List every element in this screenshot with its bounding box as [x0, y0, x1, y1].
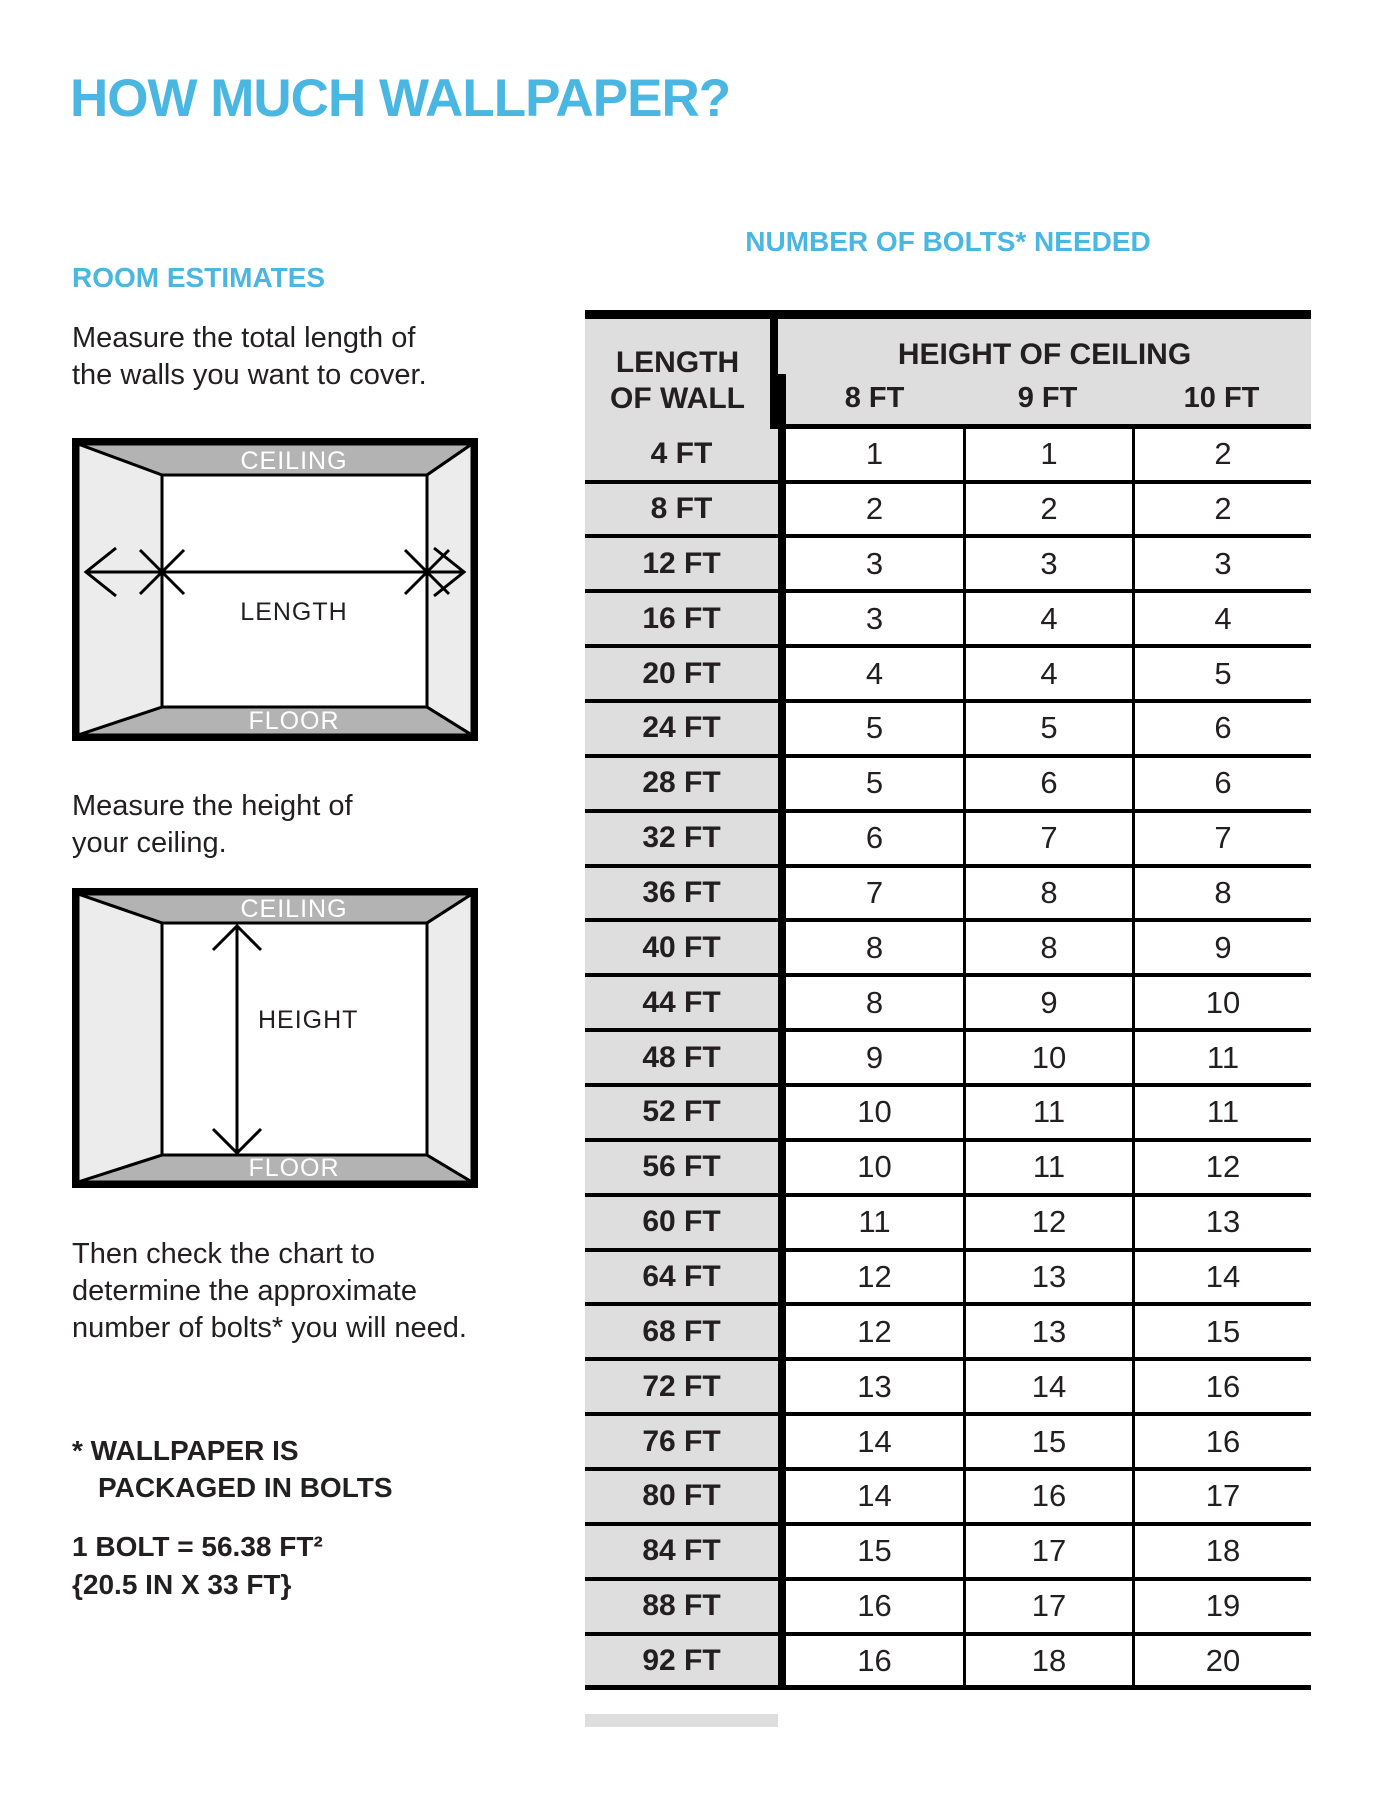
bolt-count-cell: 7: [1132, 813, 1311, 868]
ceiling-label: CEILING: [240, 447, 348, 475]
back-wall: [162, 923, 427, 1155]
wall-length-label: 8 FT: [585, 484, 778, 539]
wall-length-label: 52 FT: [585, 1087, 778, 1142]
height-of-ceiling-header: HEIGHT OF CEILING: [778, 319, 1311, 393]
col-header-10ft: 10 FT: [1132, 374, 1311, 429]
bolt-count-cell: 2: [963, 484, 1132, 539]
paragraph-line: Measure the height of: [72, 790, 353, 822]
bolt-count-cell: 4: [778, 648, 963, 703]
bolt-count-cell: 12: [963, 1197, 1132, 1252]
bolt-count-cell: 13: [778, 1361, 963, 1416]
bolt-count-cell: 11: [778, 1197, 963, 1252]
height-label: HEIGHT: [258, 1006, 359, 1034]
wall-length-label: 12 FT: [585, 538, 778, 593]
bolt-count-cell: 15: [1132, 1306, 1311, 1361]
bolt-count-cell: 11: [963, 1142, 1132, 1197]
room-estimates-heading: ROOM ESTIMATES: [72, 262, 326, 293]
header-line: LENGTH: [615, 346, 740, 379]
floor-label: FLOOR: [248, 1154, 340, 1182]
bolt-count-cell: 20: [1132, 1636, 1311, 1691]
floor-label: FLOOR: [248, 707, 340, 735]
wall-length-label: 24 FT: [585, 703, 778, 758]
ceiling-label: CEILING: [240, 895, 348, 923]
bolt-size-info: [72, 1528, 323, 1604]
table-tail-strip: [585, 1714, 778, 1727]
bolt-count-cell: 19: [1132, 1581, 1311, 1636]
bolt-count-cell: 17: [1132, 1471, 1311, 1526]
bolt-count-cell: 13: [963, 1252, 1132, 1307]
bolts-needed-heading: NUMBER OF BOLTS* NEEDED: [745, 226, 1151, 257]
bolt-count-cell: 6: [778, 813, 963, 868]
wall-length-label: 88 FT: [585, 1581, 778, 1636]
bolt-count-cell: 6: [1132, 758, 1311, 813]
bolt-count-cell: 13: [1132, 1197, 1311, 1252]
bolt-count-cell: 14: [1132, 1252, 1311, 1307]
bolt-count-cell: 11: [963, 1087, 1132, 1142]
bolt-count-cell: 12: [778, 1252, 963, 1307]
wall-length-label: 56 FT: [585, 1142, 778, 1197]
wall-length-label: 32 FT: [585, 813, 778, 868]
page-title: HOW MUCH WALLPAPER?: [70, 69, 731, 128]
bolt-count-cell: 16: [1132, 1416, 1311, 1471]
bolts-table: [585, 310, 1311, 1690]
wall-length-label: 4 FT: [585, 429, 778, 484]
wall-length-label: 16 FT: [585, 593, 778, 648]
table-body: [585, 319, 1311, 1690]
room-height-diagram: [72, 888, 478, 1188]
bolt-count-cell: 18: [1132, 1526, 1311, 1581]
bolt-count-cell: 16: [1132, 1361, 1311, 1416]
bolt-count-cell: 6: [1132, 703, 1311, 758]
bolt-size-line: {20.5 IN X 33 FT}: [72, 1569, 292, 1600]
bolt-count-cell: 16: [778, 1636, 963, 1691]
bolt-count-cell: 3: [963, 538, 1132, 593]
bolt-count-cell: 4: [963, 593, 1132, 648]
wall-length-label: 76 FT: [585, 1416, 778, 1471]
wall-length-label: 44 FT: [585, 977, 778, 1032]
right-wall-panel: [427, 894, 472, 1182]
bolt-count-cell: 15: [963, 1416, 1132, 1471]
bolt-count-cell: 8: [778, 922, 963, 977]
wall-length-label: 60 FT: [585, 1197, 778, 1252]
footnote-line: PACKAGED IN BOLTS: [98, 1472, 393, 1503]
bolt-count-cell: 11: [1132, 1087, 1311, 1142]
bolt-count-cell: 5: [963, 703, 1132, 758]
paragraph-line: Measure the total length of: [72, 322, 416, 354]
wall-length-label: 20 FT: [585, 648, 778, 703]
bolt-count-cell: 15: [778, 1526, 963, 1581]
bolt-count-cell: 10: [778, 1087, 963, 1142]
paragraph-line: number of bolts* you will need.: [72, 1312, 467, 1344]
header-line: OF WALL: [610, 382, 745, 415]
bolt-count-cell: 14: [778, 1471, 963, 1526]
right-wall-panel: [427, 444, 472, 735]
bolt-count-cell: 8: [963, 922, 1132, 977]
bolt-count-cell: 3: [1132, 538, 1311, 593]
wall-length-label: 68 FT: [585, 1306, 778, 1361]
bolt-count-cell: 9: [963, 977, 1132, 1032]
bolt-count-cell: 9: [778, 1032, 963, 1087]
bolt-count-cell: 10: [778, 1142, 963, 1197]
bolt-count-cell: 12: [778, 1306, 963, 1361]
wall-length-label: 48 FT: [585, 1032, 778, 1087]
paragraph-line: your ceiling.: [72, 827, 227, 859]
back-wall: [162, 475, 427, 707]
table-top-border: [585, 310, 1311, 319]
bolt-count-cell: 18: [963, 1636, 1132, 1691]
wall-length-label: 28 FT: [585, 758, 778, 813]
bolt-count-cell: 8: [778, 977, 963, 1032]
measure-height-paragraph: [72, 788, 353, 862]
bolt-count-cell: 2: [778, 484, 963, 539]
left-wall-panel: [78, 444, 162, 735]
col-header-9ft: 9 FT: [963, 374, 1132, 429]
bolt-size-line: 1 BOLT = 56.38 FT²: [72, 1531, 323, 1562]
bolt-count-cell: 3: [778, 593, 963, 648]
paragraph-line: the walls you want to cover.: [72, 359, 427, 391]
check-chart-paragraph: [72, 1236, 467, 1347]
measure-length-paragraph: [72, 320, 427, 394]
bolt-count-cell: 1: [963, 429, 1132, 484]
wall-length-label: 64 FT: [585, 1252, 778, 1307]
bolt-count-cell: 8: [963, 868, 1132, 923]
bolt-count-cell: 7: [778, 868, 963, 923]
bolt-count-cell: 8: [1132, 868, 1311, 923]
wall-length-label: 80 FT: [585, 1471, 778, 1526]
bolt-count-cell: 4: [1132, 593, 1311, 648]
bolt-count-cell: 17: [963, 1526, 1132, 1581]
paragraph-line: determine the approximate: [72, 1275, 417, 1307]
bolt-count-cell: 10: [1132, 977, 1311, 1032]
room-length-diagram: [72, 438, 478, 741]
bolts-footnote: [72, 1432, 393, 1506]
bolt-count-cell: 1: [778, 429, 963, 484]
bolt-count-cell: 13: [963, 1306, 1132, 1361]
col-header-8ft: 8 FT: [778, 374, 963, 429]
bolt-count-cell: 4: [963, 648, 1132, 703]
bolt-count-cell: 11: [1132, 1032, 1311, 1087]
wall-length-label: 92 FT: [585, 1636, 778, 1691]
bolt-count-cell: 2: [1132, 484, 1311, 539]
wall-length-label: 36 FT: [585, 868, 778, 923]
bolt-count-cell: 14: [963, 1361, 1132, 1416]
bolt-count-cell: 2: [1132, 429, 1311, 484]
bolt-count-cell: 5: [1132, 648, 1311, 703]
footnote-line: * WALLPAPER IS: [72, 1435, 299, 1466]
wall-length-label: 84 FT: [585, 1526, 778, 1581]
length-label: LENGTH: [240, 598, 348, 626]
bolt-count-cell: 14: [778, 1416, 963, 1471]
bolt-count-cell: 10: [963, 1032, 1132, 1087]
bolt-count-cell: 16: [963, 1471, 1132, 1526]
bolt-count-cell: 12: [1132, 1142, 1311, 1197]
bolt-count-cell: 9: [1132, 922, 1311, 977]
left-wall-panel: [78, 894, 162, 1182]
bolt-count-cell: 6: [963, 758, 1132, 813]
bolt-count-cell: 16: [778, 1581, 963, 1636]
wall-length-label: 72 FT: [585, 1361, 778, 1416]
bolt-count-cell: 7: [963, 813, 1132, 868]
bolt-count-cell: 5: [778, 703, 963, 758]
bolt-count-cell: 17: [963, 1581, 1132, 1636]
bolt-count-cell: 5: [778, 758, 963, 813]
paragraph-line: Then check the chart to: [72, 1238, 376, 1270]
bolt-count-cell: 3: [778, 538, 963, 593]
wall-length-label: 40 FT: [585, 922, 778, 977]
